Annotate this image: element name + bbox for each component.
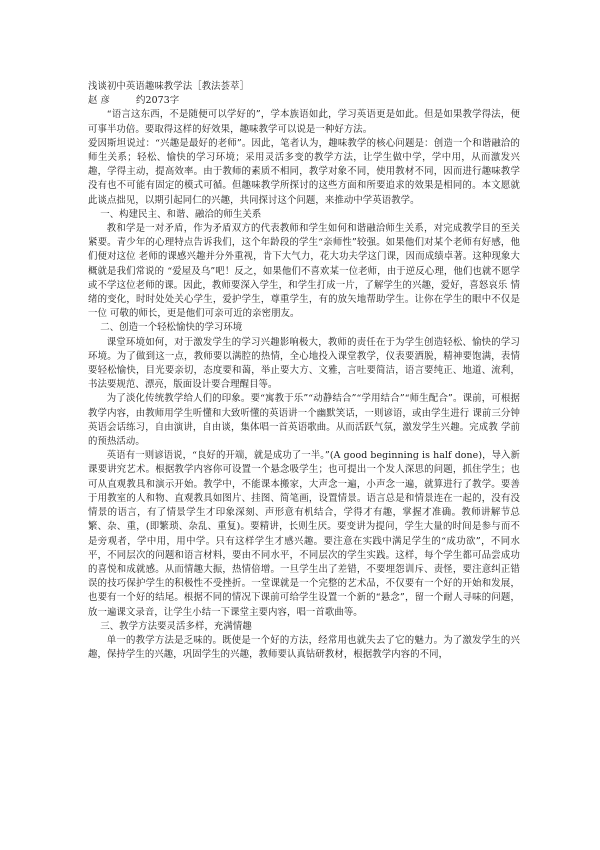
paragraph: 课堂环境如何，对于激发学生的学习兴趣影响极大，教师的责任在于为学生创造轻松、愉快的学习环境。为了做到这一点，教师要以满腔的热情，全心地投入课堂教学，仪表要洒脱，精神要饱满，表情要轻松愉快，目光要亲切，态度要和蔼，举止要大方、文雅，言吐要简洁，语言要纯正、地道、流利，书法要规范、漂亮，版面设计要合理醒目等。	[88, 336, 520, 391]
section-heading: 二、创造一个轻松愉快的学习环境	[100, 322, 243, 334]
paragraph: 爱因斯坦说过：“兴趣是最好的老师”。因此，笔者认为，趣味教学的核心问题是：创造一个和谐融洽的师生关系；轻松、愉快的学习环境；采用灵活多变的教学方法，让学生做中学，学中用，从而激发兴趣，学得主动，提高效率。由于教师的素质不相同，教学对象不同，使用教材不同，因而进行趣味教学没有也不可能有固定的模式可循。但趣味教学所探讨的这些方面和所要追求的效果是相同的。本文愿就此谈点拙见，以期引起同仁的兴趣，共同探讨这个问题，来推动中学英语教学。	[88, 137, 520, 206]
article-title: 浅谈初中英语趣味教学法［教法荟萃］	[88, 81, 250, 92]
paragraph: 为了淡化传统教学给人们的印象。要“寓教于乐”“动静结合”“学用结合”“师生配合”。课前，可根据教学内容，由教师用学生听懂和大致听懂的英语讲一个幽默笑话，一则谚语，或由学生进行 课前三分钟英语会话练习，自由演讲，自由谈，集体唱一首英语歌曲。从而活跃气氛，激发学生兴趣。完成教 学前的预热活动。	[88, 393, 520, 448]
article-meta	[88, 94, 520, 108]
section-heading: 三、教学方法要灵活多样，充满情趣	[100, 620, 252, 632]
section-heading: 一、构建民主、和谐、融洽的师生关系	[100, 208, 262, 220]
paragraph: “语言这东西，不是随便可以学好的”，学本族语如此，学习英语更是如此。但是如果教学得法，便可事半功倍。要取得这样的好效果，趣味教学可以说是一种好方法。	[88, 109, 520, 135]
paragraph: 单一的教学方法是乏味的。既使是一个好的方法，经常用也就失去了它的魅力。为了激发学生的兴趣，保持学生的兴趣，巩固学生的兴趣，教师要认真钻研教材，根据教学内容的不同，	[88, 634, 520, 661]
paragraph: 教和学是一对矛盾，作为矛盾双方的代表教师和学生如何和谐融洽师生关系，对完成教学目的至关紧要。青少年的心理特点告诉我们，这个年龄段的学生“亲师性”较强。如果他们对某个老师有好感，他们便对这位 老师的课感兴趣并分外重视，肯下大气力，花大功夫学这门课，因而成绩卓著。这种现象大概就是我们常说的 “爱屋及乌”吧！反之，如果他们不喜欢某一位老师，由于逆反心理，他们也就不愿学或不学这位老师的课。因此，教师要深入学生，和学生打成一片，了解学生的兴趣，爱好，喜怒哀乐 情绪的变化，时时处处关心学生，爱护学生，尊重学生，有的放矢地帮助学生。让你在学生的眼中不仅是一位 可敬的师长，更是他们可亲可近的亲密朋友。	[88, 223, 520, 320]
paragraph: 英语有一则谚语说，“良好的开端，就是成功了一半。”(A good beginning is half done)，导入新课要讲究艺术。根据教学内容你可设置一个悬念吸学生；也可提出一个发人深思的问题，抓住学生；也可从直观教具和演示开始。教学中，不能课本搬家，大声念一遍，小声念一遍，就算进行了教学。要善于用教室的人和物、直观教具如图片、挂图、简笔画，设置情景。语言总是和情景连在一起的，没有没情景的语言，有了情景学生才印象深刻、声形意有机结合，学得才有趣，掌握才准确。教师讲解节总繁、杂、重，(即繁琐、杂乱、重复)。要精讲，长则生厌。要变讲为提问，学生大量的时间是参与而不是旁观者，学中用，用中学。只有这样学生才感兴趣。要注意在实践中满足学生的“成功欲”，不同水平，不同层次的问题和语言材料，要由不同水平，不同层次的学生实践。这样，每个学生都可品尝成功的喜悦和成就感。从而情趣大振，热情倍增。一旦学生出了差错，不要埋怨训斥、责怪，要注意纠正错误的技巧保护学生的积极性不受挫折。一堂课就是一个完整的艺术品，不仅要有一个好的开始和发展，也要有一个好的结尾。根据不同的情况下课前可给学生设置一个新的“悬念”，留一个耐人寻味的问题，放一遍课文录音，让学生小结一下课堂主要内容，唱一首歌曲等。	[88, 450, 520, 618]
word-count: 约2073字	[136, 95, 180, 107]
author-name: 赵 彦	[88, 95, 111, 107]
article-body	[88, 80, 520, 662]
